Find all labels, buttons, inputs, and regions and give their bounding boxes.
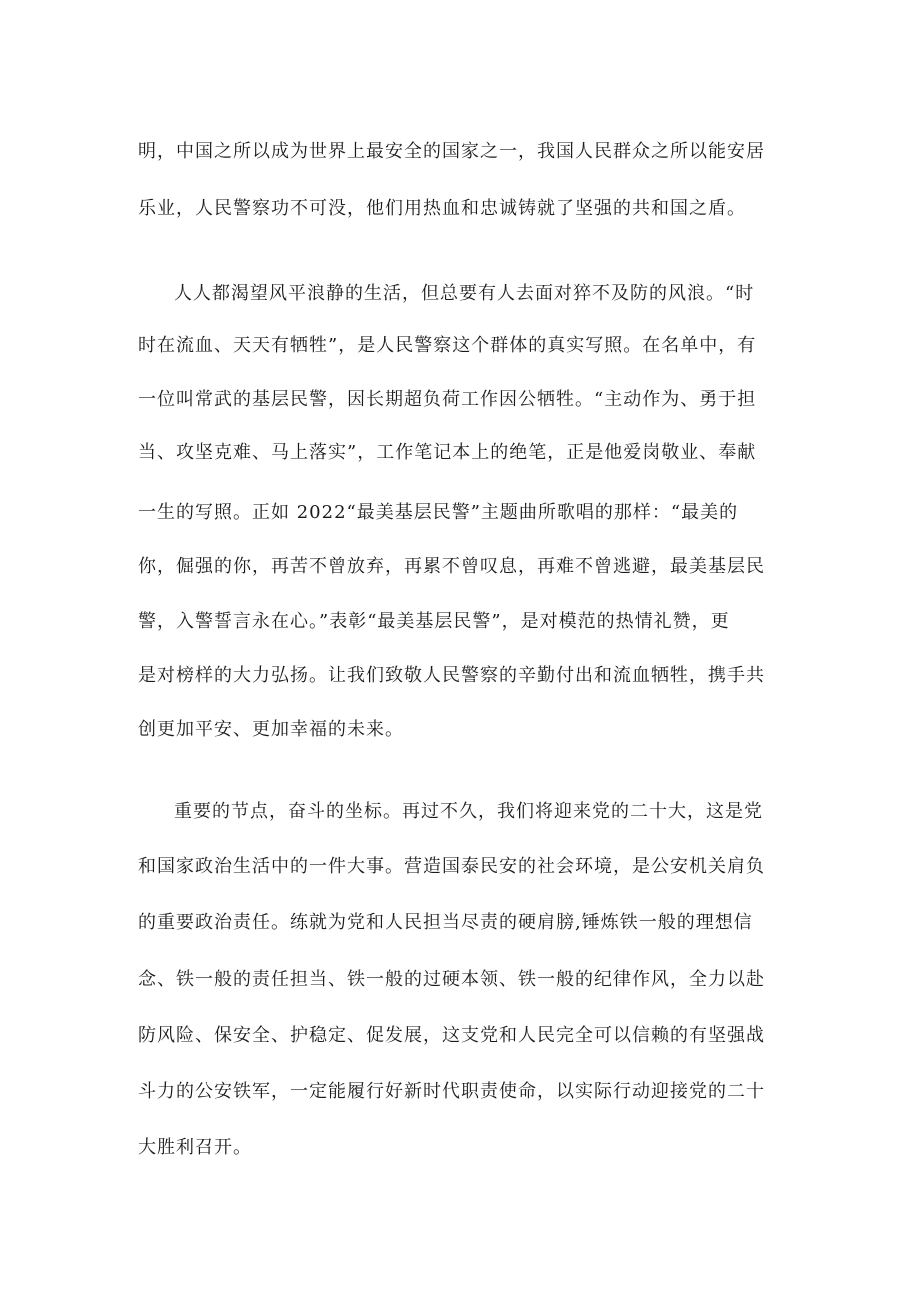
text-line: 人人都渴望风平浪静的生活，但总要有人去面对猝不及防的风浪。“时 xyxy=(174,283,755,304)
text-line: 重要的节点，奋斗的坐标。再过不久，我们将迎来党的二十大，这是党 xyxy=(174,801,763,822)
text-line: 一生的写照。正如 2022“最美基层民警”主题曲所歌唱的那样：“最美的 xyxy=(138,502,739,523)
text-line: 大胜利召开。 xyxy=(138,1137,252,1158)
text-line: 当、攻坚克难、马上落实”，工作笔记本上的绝笔，正是他爱岗敬业、奉献 xyxy=(138,442,757,463)
text-line: 一位叫常武的基层民警，因长期超负荷工作因公牺牲。“主动作为、勇于担 xyxy=(138,389,757,410)
text-line: 警，入警誓言永在心。”表彰“最美基层民警”，是对模范的热情礼赞，更 xyxy=(138,611,730,632)
text-line: 你，倔强的你，再苦不曾放弃，再累不曾叹息，再难不曾逃避，最美基层民 xyxy=(138,556,765,577)
text-line: 乐业，人民警察功不可没，他们用热血和忠诚铸就了坚强的共和国之盾。 xyxy=(138,198,746,219)
text-line: 防风险、保安全、护稳定、促发展，这支党和人民完全可以信赖的有坚强战 xyxy=(138,1025,765,1046)
text-line: 创更加平安、更加幸福的未来。 xyxy=(138,719,404,740)
text-line: 时在流血、天天有牺牲”，是人民警察这个群体的真实写照。在名单中，有 xyxy=(138,335,757,356)
text-line: 的重要政治责任。练就为党和人民担当尽责的硬肩膀,锤炼铁一般的理想信 xyxy=(138,912,753,933)
text-line: 明，中国之所以成为世界上最安全的国家之一，我国人民群众之所以能安居 xyxy=(138,141,765,162)
text-line: 斗力的公安铁军，一定能履行好新时代职责使命，以实际行动迎接党的二十 xyxy=(138,1081,765,1102)
text-line: 念、铁一般的责任担当、铁一般的过硬本领、铁一般的纪律作风，全力以赴 xyxy=(138,969,765,990)
text-line: 和国家政治生活中的一件大事。营造国泰民安的社会环境，是公安机关肩负 xyxy=(138,856,765,877)
text-line: 是对榜样的大力弘扬。让我们致敬人民警察的辛勤付出和流血牺牲，携手共 xyxy=(138,665,765,686)
